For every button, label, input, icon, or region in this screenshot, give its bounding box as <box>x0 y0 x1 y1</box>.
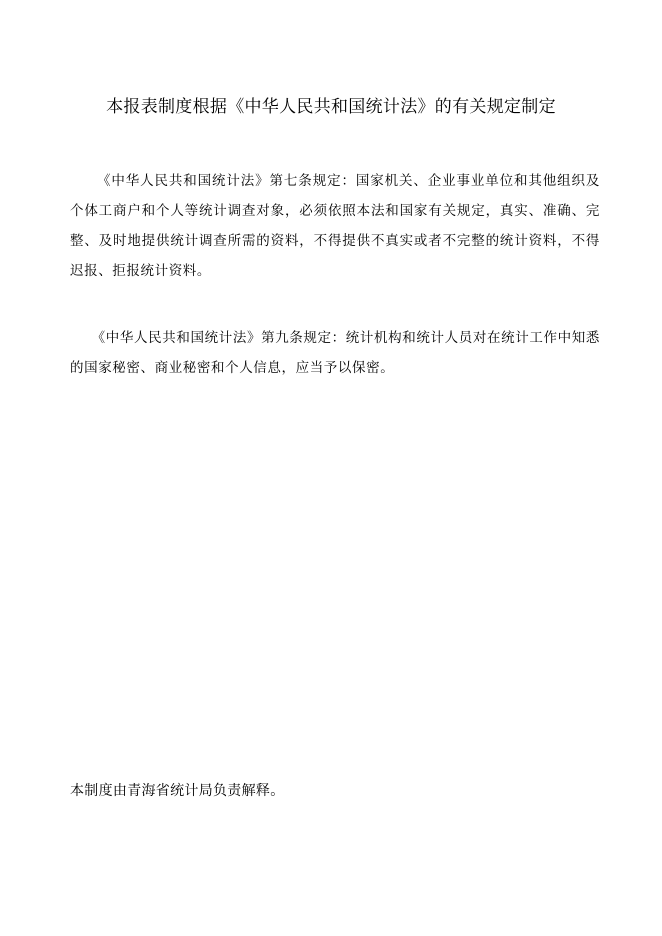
statistics-law-article-7: 《中华人民共和国统计法》第七条规定：国家机关、企业事业单位和其他组织及个体工商户和个人等统计调查对象，必须依照本法和国家有关规定，真实、准确、完整、及时地提供统计调查所需的资料，不得提供不真实或者不完整的统计资料，不得迟报、拒报统计资料。 <box>70 173 600 279</box>
document-title: 本报表制度根据《中华人民共和国统计法》的有关规定制定 <box>106 97 556 117</box>
statistics-law-article-9: 《中华人民共和国统计法》第九条规定：统计机构和统计人员对在统计工作中知悉的国家秘密、商业秘密和个人信息，应当予以保密。 <box>70 330 600 376</box>
interpretation-note: 本制度由青海省统计局负责解释。 <box>70 783 285 799</box>
